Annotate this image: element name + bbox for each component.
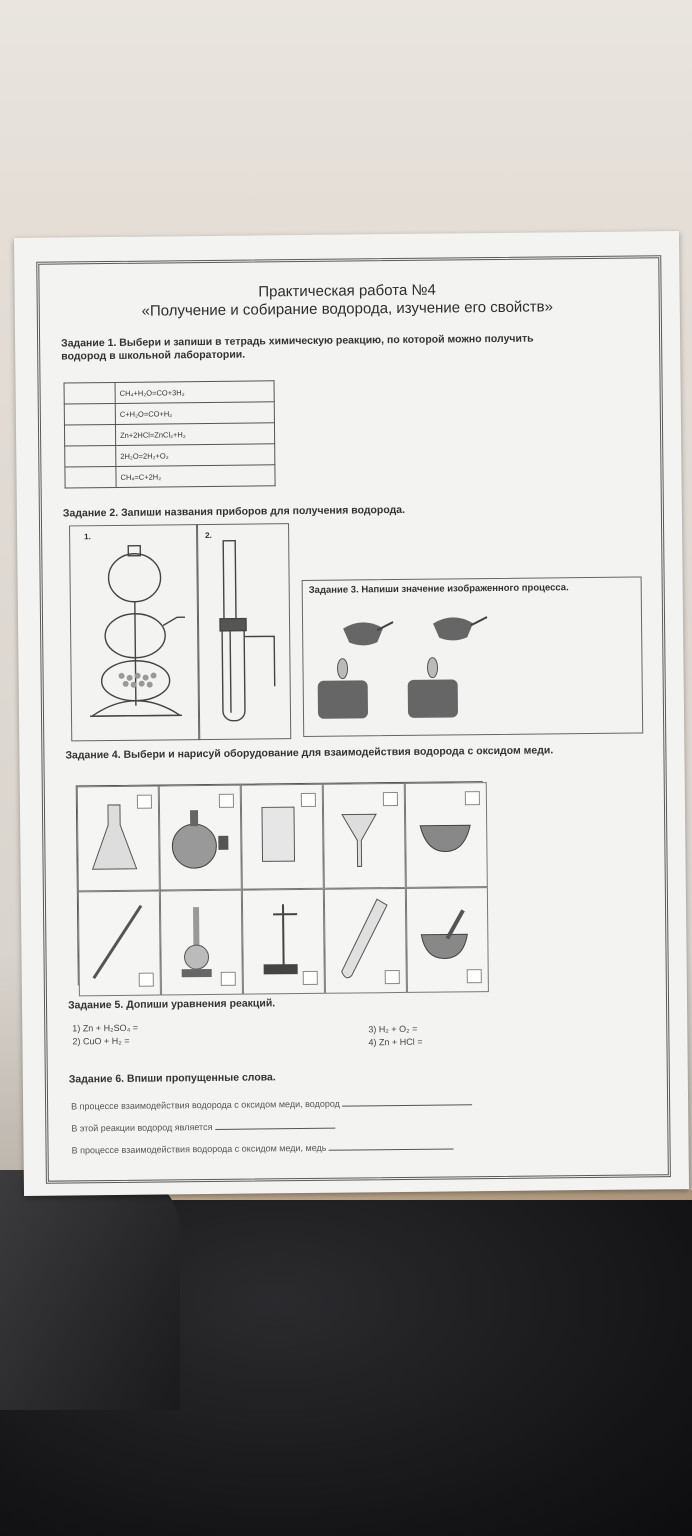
worksheet: [14, 231, 689, 1196]
kipp-apparatus-icon: [70, 525, 199, 740]
table-row: [65, 444, 275, 467]
spirit-lamp-checkbox[interactable]: [219, 794, 234, 808]
task1-text-line1: Задание 1. Выбери и запиши в тетрадь химическую реакцию, по которой можно получить: [61, 332, 534, 350]
test-tube-checkbox[interactable]: [385, 970, 400, 984]
mortar-cell: [406, 887, 489, 993]
gas-apparatus-checkbox[interactable]: [221, 972, 236, 986]
fill-line-1-text: В процессе взаимодействия водорода с оксидом меди, водород: [71, 1098, 340, 1112]
task1-text-line2: водород в школьной лаборатории.: [61, 348, 246, 363]
table-row: [64, 402, 274, 425]
equation-2: 2) CuO + H₂ =: [72, 1035, 130, 1047]
worksheet-subtitle: «Получение и собирание водорода, изучение его свойств»: [141, 298, 554, 320]
burner-process-icon: [303, 577, 643, 736]
task4-text: Задание 4. Выбери и нарисуй оборудование для взаимодействия водорода с оксидом меди.: [65, 744, 554, 762]
equation-3: 3) H₂ + O₂ =: [368, 1023, 418, 1035]
reaction-5: CH₄=C+2H₂: [116, 465, 275, 488]
gas-tube-figure: [196, 523, 291, 740]
kipp-apparatus-figure: [69, 524, 200, 741]
beaker-cell: [241, 784, 324, 890]
task6-text: Задание 6. Впиши пропущенные слова.: [68, 1071, 276, 1086]
stand-checkbox[interactable]: [303, 971, 318, 985]
task3-box: [302, 576, 644, 737]
task5-text: Задание 5. Допиши уравнения реакций.: [67, 997, 276, 1012]
reaction-2: C+H₂O=CO+H₂: [115, 402, 274, 425]
task2-text: Задание 2. Запиши названия приборов для получения водорода.: [62, 503, 406, 520]
task3-text: Задание 3. Напиши значение изображенного процесса.: [308, 582, 569, 596]
reaction-4: 2H₂O=2H₂+O₂: [116, 444, 275, 467]
reaction-3: Zn+2HCl=ZnCl₂+H₂: [115, 423, 274, 446]
spirit-lamp-cell: [159, 785, 242, 891]
reaction-1: CH₄+H₂O=CO+3H₂: [115, 381, 274, 404]
figure-label-1: 1.: [84, 532, 91, 542]
beaker-checkbox[interactable]: [301, 793, 316, 807]
reaction-table: [64, 380, 276, 488]
dish-cell: [405, 782, 488, 888]
fill-blank-1[interactable]: [342, 1095, 472, 1106]
table-row: [64, 423, 274, 446]
fill-line-2-text: В этой реакции водород является: [71, 1121, 213, 1134]
test-tube-apparatus-icon: [197, 524, 290, 739]
equation-1: 1) Zn + H₂SO₄ =: [72, 1022, 139, 1034]
fabric-fold: [0, 1170, 180, 1410]
fill-blank-3[interactable]: [329, 1139, 454, 1150]
equation-4: 4) Zn + HCl =: [368, 1036, 423, 1048]
mortar-checkbox[interactable]: [467, 969, 482, 983]
glass-rod-checkbox[interactable]: [139, 973, 154, 987]
glass-rod-cell: [78, 891, 161, 997]
test-tube-cell: [324, 888, 407, 994]
gas-apparatus-cell: [160, 890, 243, 996]
worksheet-title: Практическая работа №4: [258, 281, 436, 301]
fill-blank-2[interactable]: [215, 1119, 335, 1130]
table-row: [65, 465, 275, 488]
funnel-checkbox[interactable]: [383, 792, 398, 806]
flask-checkbox[interactable]: [137, 795, 152, 809]
stand-cell: [242, 889, 325, 995]
equipment-grid: [76, 781, 485, 985]
dish-checkbox[interactable]: [465, 791, 480, 805]
flask-cell: [77, 786, 160, 892]
funnel-cell: [323, 783, 406, 889]
fill-line-3-text: В процессе взаимодействия водорода с оксидом меди, медь: [71, 1142, 327, 1156]
table-row: [64, 381, 274, 404]
figure-label-2: 2.: [205, 530, 212, 541]
